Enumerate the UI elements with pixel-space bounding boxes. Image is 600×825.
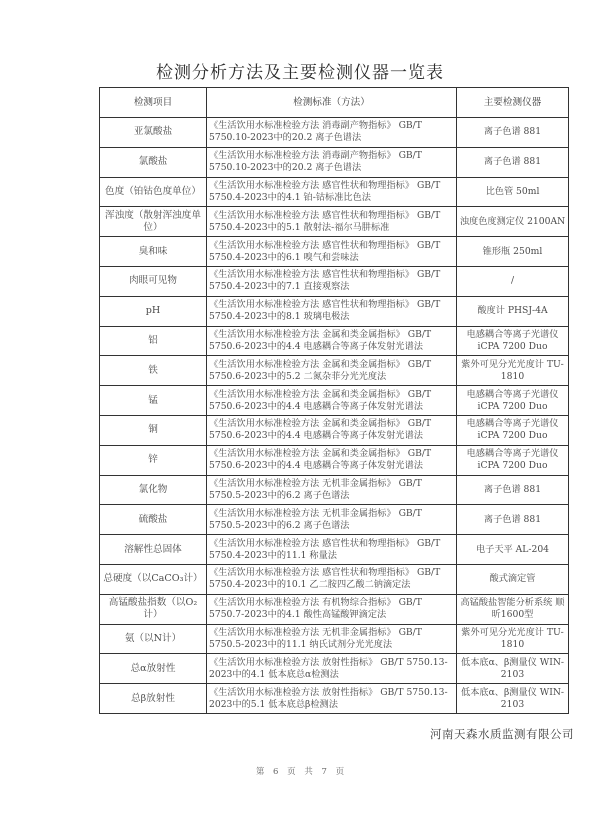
test-item-cell: 总硬度（以CaCO₃计） (100, 564, 207, 594)
table-row (100, 445, 569, 475)
instrument-cell: 紫外可见分光光度计 TU-1810 (457, 624, 569, 654)
table-row (100, 505, 569, 535)
test-item-cell: 总β放射性 (100, 684, 207, 714)
table-row (100, 594, 569, 624)
methods-instruments-table (99, 87, 569, 714)
instrument-cell: 电感耦合等离子光谱仪 iCPA 7200 Duo (457, 326, 569, 356)
test-item-cell: 溶解性总固体 (100, 535, 207, 565)
test-item-cell: 铝 (100, 326, 207, 356)
test-item-cell: 锌 (100, 445, 207, 475)
test-item-cell: 肉眼可见物 (100, 266, 207, 296)
instrument-cell: 电子天平 AL-204 (457, 535, 569, 565)
test-item-cell: 氯酸盐 (100, 147, 207, 177)
standard-method-cell: 《生活饮用水标准检验方法 放射性指标》 GB/T 5750.13-2023中的4.1 低本底总α检测法 (207, 654, 457, 684)
standard-method-cell: 《生活饮用水标准检验方法 金属和类金属指标》 GB/T 5750.6-2023中的4.4 电感耦合等离子体发射光谱法 (207, 386, 457, 416)
standard-method-cell: 《生活饮用水标准检验方法 无机非金属指标》 GB/T 5750.5-2023中的6.2 离子色谱法 (207, 505, 457, 535)
instrument-cell: 电感耦合等离子光谱仪 iCPA 7200 Duo (457, 386, 569, 416)
test-item-cell: 硫酸盐 (100, 505, 207, 535)
test-item-cell: 铜 (100, 415, 207, 445)
instrument-cell: 紫外可见分光光度计 TU-1810 (457, 356, 569, 386)
table-row (100, 475, 569, 505)
standard-method-cell: 《生活饮用水标准检验方法 感官性状和物理指标》 GB/T 5750.4-2023中的10.1 乙二胺四乙酸二钠滴定法 (207, 564, 457, 594)
table-row (100, 415, 569, 445)
header-item: 检测项目 (100, 88, 207, 118)
table-row (100, 386, 569, 416)
test-item-cell: 亚氯酸盐 (100, 118, 207, 148)
standard-method-cell: 《生活饮用水标准检验方法 感官性状和物理指标》 GB/T 5750.4-2023中的6.1 嗅气和尝味法 (207, 237, 457, 267)
table-header-row (100, 88, 569, 118)
test-item-cell: 氯化物 (100, 475, 207, 505)
instrument-cell: 离子色谱 881 (457, 147, 569, 177)
instrument-cell: 低本底α、β测量仪 WIN-2103 (457, 684, 569, 714)
table-row (100, 237, 569, 267)
test-item-cell: 高锰酸盐指数（以O₂计） (100, 594, 207, 624)
standard-method-cell: 《生活饮用水标准检验方法 有机物综合指标》 GB/T 5750.7-2023中的4.1 酸性高锰酸钾滴定法 (207, 594, 457, 624)
company-name: 河南天森水质监测有限公司 (430, 727, 574, 741)
table-row (100, 624, 569, 654)
test-item-cell: 总α放射性 (100, 654, 207, 684)
standard-method-cell: 《生活饮用水标准检验方法 金属和类金属指标》 GB/T 5750.6-2023中的4.4 电感耦合等离子体发射光谱法 (207, 445, 457, 475)
instrument-cell: 电感耦合等离子光谱仪 iCPA 7200 Duo (457, 415, 569, 445)
table-row (100, 147, 569, 177)
table-row (100, 118, 569, 148)
standard-method-cell: 《生活饮用水标准检验方法 金属和类金属指标》 GB/T 5750.6-2023中的4.4 电感耦合等离子体发射光谱法 (207, 326, 457, 356)
test-item-cell: pH (100, 296, 207, 326)
instrument-cell: 低本底α、β测量仪 WIN-2103 (457, 654, 569, 684)
test-item-cell: 臭和味 (100, 237, 207, 267)
test-item-cell: 锰 (100, 386, 207, 416)
page-number: 第 6 页 共 7 页 (255, 767, 345, 777)
standard-method-cell: 《生活饮用水标准检验方法 无机非金属指标》 GB/T 5750.5-2023中的6.2 离子色谱法 (207, 475, 457, 505)
table-row (100, 177, 569, 207)
standard-method-cell: 《生活饮用水标准检验方法 感官性状和物理指标》 GB/T 5750.4-2023中的5.1 散射法-福尔马肼标准 (207, 207, 457, 237)
test-item-cell: 铁 (100, 356, 207, 386)
test-item-cell: 氨（以N计） (100, 624, 207, 654)
instrument-cell: 离子色谱 881 (457, 118, 569, 148)
standard-method-cell: 《生活饮用水标准检验方法 金属和类金属指标》 GB/T 5750.6-2023中的4.4 电感耦合等离子体发射光谱法 (207, 415, 457, 445)
instrument-cell: 浊度色度测定仪 2100AN (457, 207, 569, 237)
table-row (100, 326, 569, 356)
table-row (100, 535, 569, 565)
table-row (100, 296, 569, 326)
standard-method-cell: 《生活饮用水标准检验方法 无机非金属指标》 GB/T 5750.5-2023中的11.1 纳氏试剂分光光度法 (207, 624, 457, 654)
table-row (100, 654, 569, 684)
test-item-cell: 色度（铂钴色度单位） (100, 177, 207, 207)
instrument-cell: 电感耦合等离子光谱仪 iCPA 7200 Duo (457, 445, 569, 475)
header-standard: 检测标准（方法） (207, 88, 457, 118)
standard-method-cell: 《生活饮用水标准检验方法 感官性状和物理指标》 GB/T 5750.4-2023中的7.1 直接观察法 (207, 266, 457, 296)
standard-method-cell: 《生活饮用水标准检验方法 感官性状和物理指标》 GB/T 5750.4-2023中的11.1 称量法 (207, 535, 457, 565)
table-row (100, 266, 569, 296)
standard-method-cell: 《生活饮用水标准检验方法 消毒副产物指标》 GB/T 5750.10-2023中的20.2 离子色谱法 (207, 118, 457, 148)
instrument-cell: 酸式滴定管 (457, 564, 569, 594)
table-row (100, 684, 569, 714)
instrument-cell: 离子色谱 881 (457, 505, 569, 535)
test-item-cell: 浑浊度（散射浑浊度单位） (100, 207, 207, 237)
standard-method-cell: 《生活饮用水标准检验方法 消毒副产物指标》 GB/T 5750.10-2023中的20.2 离子色谱法 (207, 147, 457, 177)
table-row (100, 207, 569, 237)
standard-method-cell: 《生活饮用水标准检验方法 感官性状和物理指标》 GB/T 5750.4-2023中的8.1 玻璃电极法 (207, 296, 457, 326)
page-title: 检测分析方法及主要检测仪器一览表 (156, 63, 444, 83)
instrument-cell: 比色管 50ml (457, 177, 569, 207)
header-instrument: 主要检测仪器 (457, 88, 569, 118)
instrument-cell: 酸度计 PHSJ-4A (457, 296, 569, 326)
standard-method-cell: 《生活饮用水标准检验方法 金属和类金属指标》 GB/T 5750.6-2023中的5.2 二氮杂菲分光光度法 (207, 356, 457, 386)
standard-method-cell: 《生活饮用水标准检验方法 感官性状和物理指标》 GB/T 5750.4-2023中的4.1 铂-钴标准比色法 (207, 177, 457, 207)
standard-method-cell: 《生活饮用水标准检验方法 放射性指标》 GB/T 5750.13-2023中的5.1 低本底总β检测法 (207, 684, 457, 714)
instrument-cell: 锥形瓶 250ml (457, 237, 569, 267)
instrument-cell: 离子色谱 881 (457, 475, 569, 505)
table-row (100, 356, 569, 386)
table-row (100, 564, 569, 594)
instrument-cell: 高锰酸盐智能分析系统 顺昕1600型 (457, 594, 569, 624)
instrument-cell: / (457, 266, 569, 296)
